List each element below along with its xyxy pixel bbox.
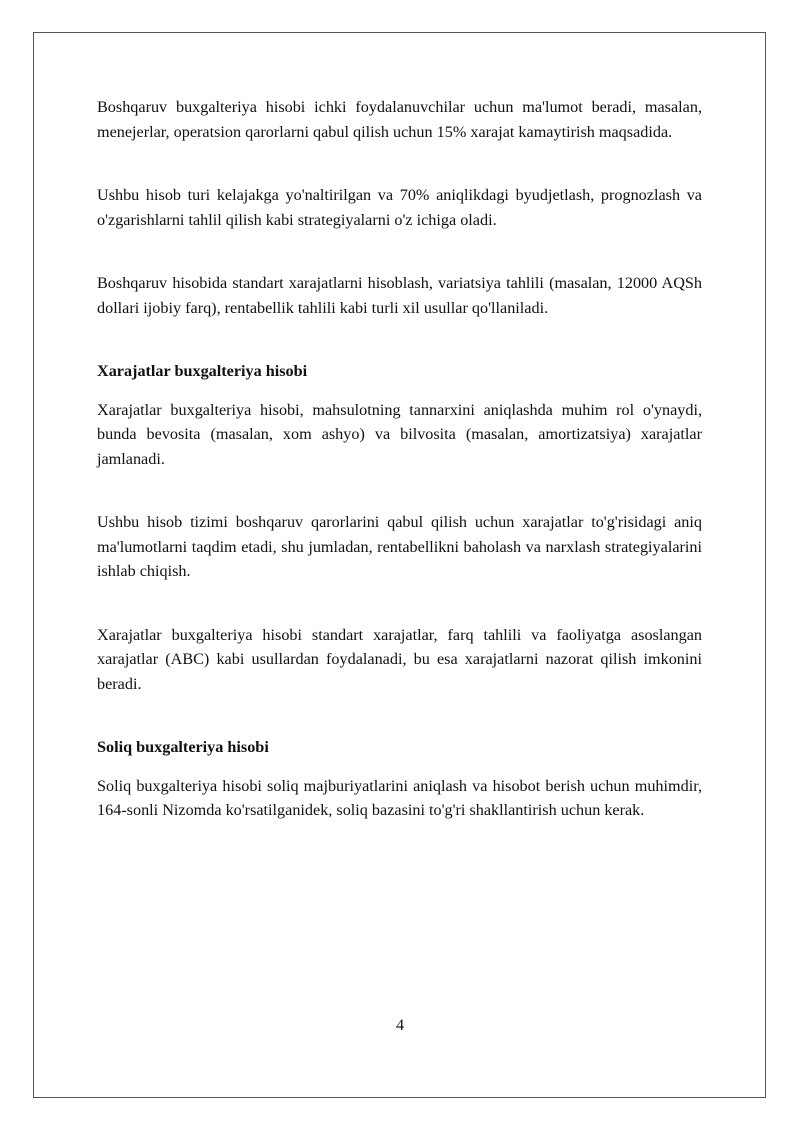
paragraph: Xarajatlar buxgalteriya hisobi, mahsulotning tannarxini aniqlashda muhim rol o'ynaydi, bunda bevosita (masalan, xom ashyo) va bilvosita (masalan, amortizatsiya) xarajatlar jamlanadi. bbox=[97, 400, 702, 468]
section-heading-cost: Xarajatlar buxgalteriya hisobi bbox=[97, 362, 308, 380]
section-heading-tax: Soliq buxgalteriya hisobi bbox=[97, 738, 269, 756]
page-number: 4 bbox=[395, 1016, 405, 1034]
paragraph: Boshqaruv hisobida standart xarajatlarni hisoblash, variatsiya tahlili (masalan, 12000 AQSh dollari ijobiy farq), rentabellik tahlili kabi turli xil usullar qo'llaniladi. bbox=[97, 274, 702, 317]
paragraph: Xarajatlar buxgalteriya hisobi standart xarajatlar, farq tahlili va faoliyatga asoslangan xarajatlar (ABC) kabi usullardan foydalanadi, bu esa xarajatlarni nazorat qilish imkonini beradi. bbox=[97, 625, 702, 693]
paragraph: Boshqaruv buxgalteriya hisobi ichki foydalanuvchilar uchun ma'lumot beradi, masalan, menejerlar, operatsion qarorlarni qabul qilish uchun 15% xarajat kamaytirish maqsadida. bbox=[97, 98, 702, 141]
paragraph: Ushbu hisob tizimi boshqaruv qarorlarini qabul qilish uchun xarajatlar to'g'risidagi aniq ma'lumotlarni taqdim etadi, shu jumladan, rentabellikni baholash va narxlash strategiyalarini ishlab chiqish. bbox=[97, 513, 702, 580]
page-content bbox=[97, 95, 702, 823]
paragraph: Soliq buxgalteriya hisobi soliq majburiyatlarini aniqlash va hisobot berish uchun muhimdir, 164-sonli Nizomda ko'rsatilganidek, soliq bazasini to'g'ri shakllantirish uchun kerak. bbox=[97, 776, 702, 819]
paragraph: Ushbu hisob turi kelajakga yo'naltirilgan va 70% aniqlikdagi byudjetlash, prognozlash va o'zgarishlarni tahlil qilish kabi strategiyalarni o'z ichiga oladi. bbox=[97, 186, 702, 229]
